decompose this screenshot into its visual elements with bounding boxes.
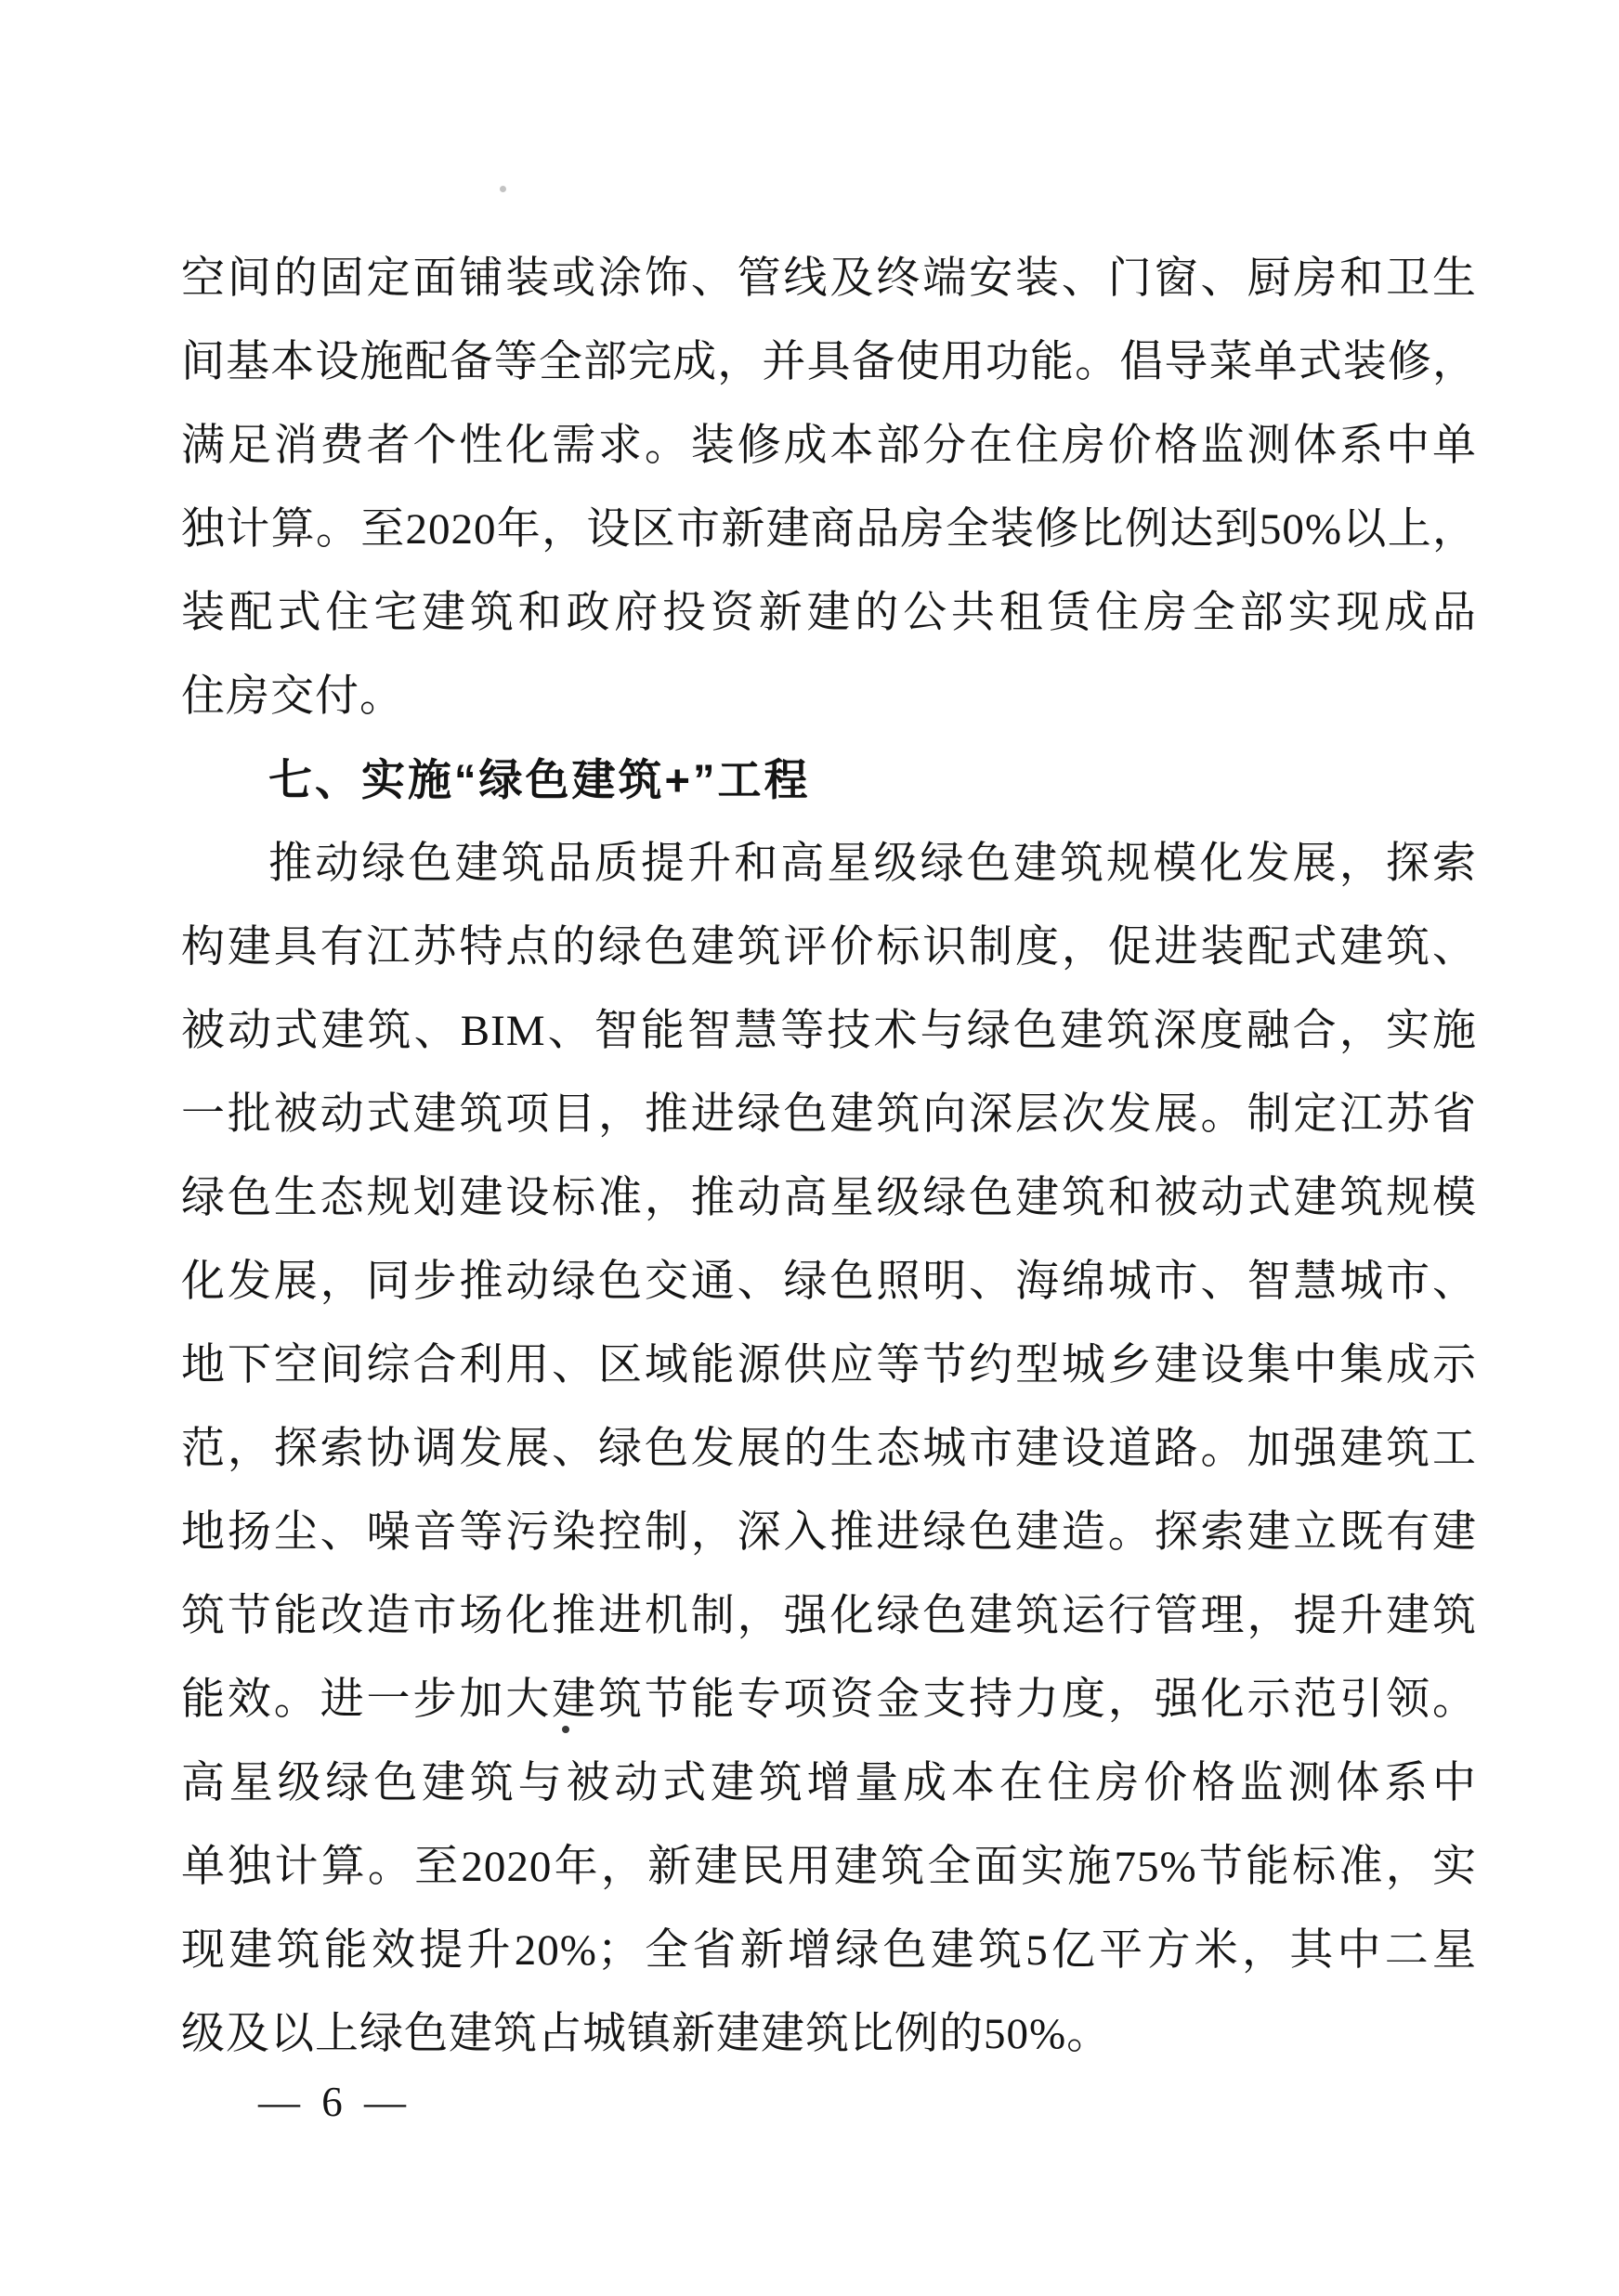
paragraph-line: 化发展，同步推动绿色交通、绿色照明、海绵城市、智慧城市、 (181, 1258, 1477, 1306)
paragraph-line: 能效。进一步加大建筑节能专项资金支持力度，强化示范引领。 (181, 1676, 1477, 1724)
page-number: — 6 — (258, 2079, 411, 2125)
paragraph-line: 一批被动式建筑项目，推进绿色建筑向深层次发展。制定江苏省 (181, 1090, 1477, 1139)
paragraph-line: 空间的固定面铺装或涂饰、管线及终端安装、门窗、厨房和卫生 (181, 254, 1477, 303)
section-heading: 七、实施“绿色建筑+”工程 (268, 755, 811, 804)
paragraph-line: 满足消费者个性化需求。装修成本部分在住房价格监测体系中单 (181, 422, 1477, 470)
paragraph-line: 筑节能改造市场化推进机制，强化绿色建筑运行管理，提升建筑 (181, 1592, 1477, 1640)
paragraph-line: 装配式住宅建筑和政府投资新建的公共租赁住房全部实现成品 (181, 589, 1477, 637)
paragraph-line: 单独计算。至2020年，新建民用建筑全面实施75%节能标准，实 (181, 1843, 1477, 1891)
paragraph-line: 被动式建筑、BIM、智能智慧等技术与绿色建筑深度融合，实施 (181, 1007, 1477, 1055)
paragraph-line: 级及以上绿色建筑占城镇新建建筑比例的50%。 (181, 2010, 1112, 2058)
paragraph-line: 地扬尘、噪音等污染控制，深入推进绿色建造。探索建立既有建 (181, 1508, 1477, 1557)
paragraph-line: 范，探索协调发展、绿色发展的生态城市建设道路。加强建筑工 (181, 1425, 1477, 1473)
paragraph-line: 构建具有江苏特点的绿色建筑评价标识制度，促进装配式建筑、 (181, 923, 1477, 972)
paragraph-line: 推动绿色建筑品质提升和高星级绿色建筑规模化发展，探索 (268, 840, 1477, 888)
paragraph-line: 住房交付。 (181, 672, 404, 721)
paragraph-line: 绿色生态规划建设标准，推动高星级绿色建筑和被动式建筑规模 (181, 1174, 1477, 1222)
paragraph-line: 间基本设施配备等全部完成，并具备使用功能。倡导菜单式装修， (181, 338, 1477, 386)
paragraph-line: 高星级绿色建筑与被动式建筑增量成本在住房价格监测体系中 (181, 1759, 1477, 1807)
paragraph-line: 独计算。至2020年，设区市新建商品房全装修比例达到50%以上， (181, 505, 1477, 554)
scan-speck-icon (500, 186, 506, 192)
paragraph-line: 地下空间综合利用、区域能源供应等节约型城乡建设集中集成示 (181, 1341, 1477, 1389)
body-text-block (181, 237, 1477, 2076)
paragraph-line: 现建筑能效提升20%；全省新增绿色建筑5亿平方米，其中二星 (181, 1926, 1477, 1975)
